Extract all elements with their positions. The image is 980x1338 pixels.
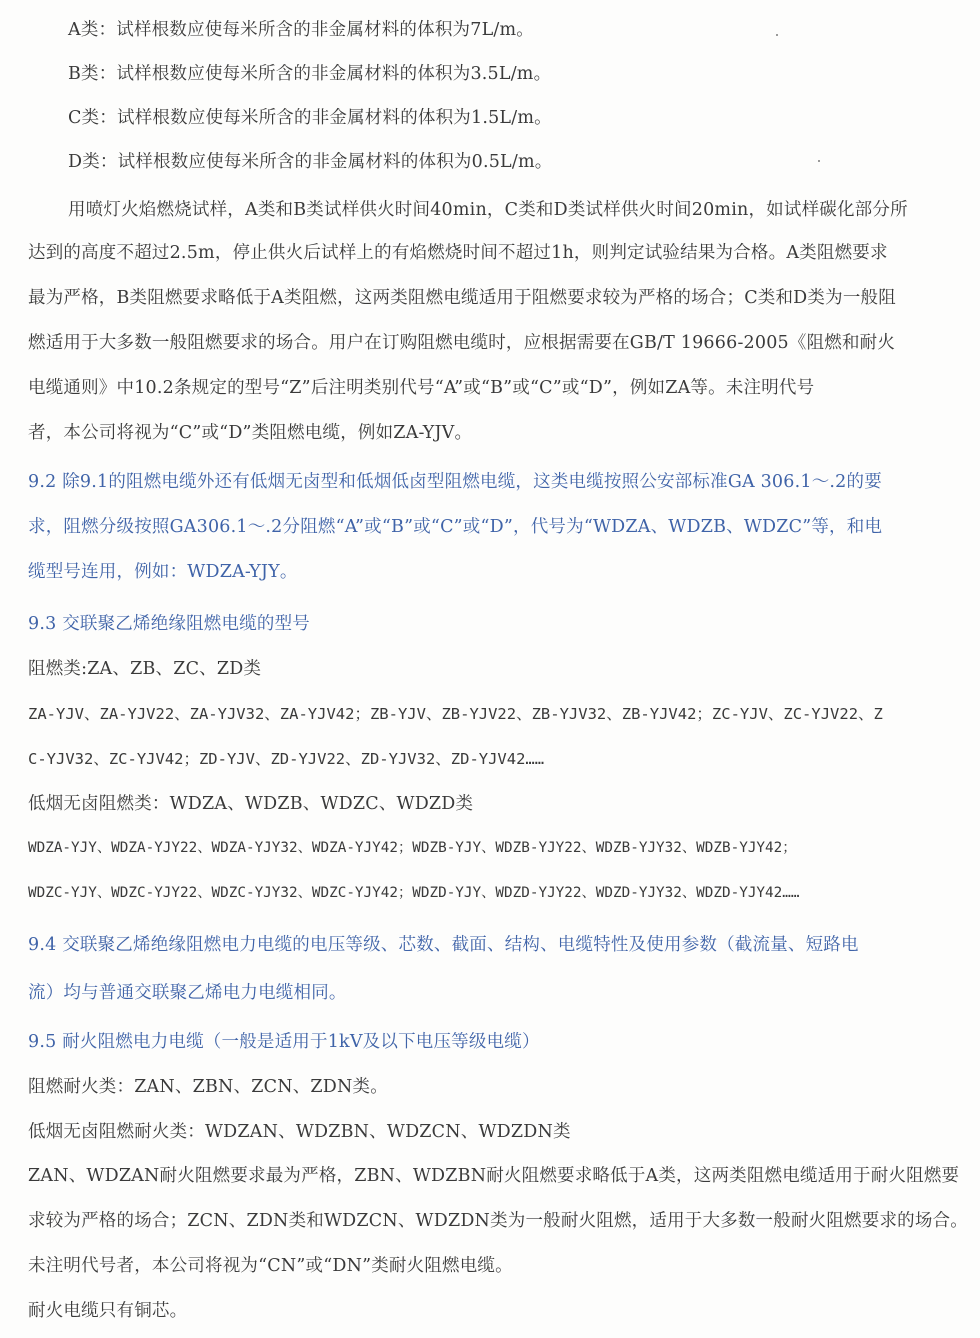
para1-line: 燃适用于大多数一般阻燃要求的场合。用户在订购阻燃电缆时，应根据需要在GB/T 19666-2005《阻燃和耐火 (28, 333, 896, 353)
class-b-line: B类：试样根数应使每米所含的非金属材料的体积为3.5L/m。 (68, 64, 552, 84)
section-9-5-line: 求较为严格的场合；ZCN、ZDN类和WDZCN、WDZDN类为一般耐火阻燃，适用于大多数一般耐火阻燃要求的场合。 (28, 1211, 968, 1231)
para1-line: 用喷灯火焰燃烧试样，A类和B类试样供火时间40min，C类和D类试样供火时间20min，如试样碳化部分所 (68, 200, 908, 220)
section-9-5-line: ZAN、WDZAN耐火阻燃要求最为严格，ZBN、WDZBN耐火阻燃要求略低于A类，这两类阻燃电缆适用于耐火阻燃要 (28, 1166, 960, 1186)
scan-speck (818, 160, 820, 162)
wd-model-line: WDZA-YJY、WDZA-YJY22、WDZA-YJY32、WDZA-YJY42；WDZB-YJY、WDZB-YJY22、WDZB-YJY32、WDZB-YJY42； (28, 840, 797, 856)
wd-class-label: 低烟无卤阻燃类：WDZA、WDZB、WDZC、WDZD类 (28, 794, 474, 814)
para1-line: 电缆通则》中10.2条规定的型号“Z”后注明类别代号“A”或“B”或“C”或“D”，例如ZA等。未注明代号 (28, 378, 815, 398)
zr-model-line: C-YJV32、ZC-YJV42；ZD-YJV、ZD-YJV22、ZD-YJV32、ZD-YJV42…… (28, 750, 545, 768)
class-d-line: D类：试样根数应使每米所含的非金属材料的体积为0.5L/m。 (68, 152, 553, 172)
scan-speck (776, 34, 778, 36)
class-c-line: C类：试样根数应使每米所含的非金属材料的体积为1.5L/m。 (68, 108, 552, 128)
section-9-2-line: 缆型号连用，例如：WDZA-YJY。 (28, 562, 298, 582)
zr-class-label: 阻燃类:ZA、ZB、ZC、ZD类 (28, 659, 262, 679)
section-9-4-line: 流）均与普通交联聚乙烯电力电缆相同。 (28, 983, 347, 1003)
section-9-5-line: 阻燃耐火类：ZAN、ZBN、ZCN、ZDN类。 (28, 1077, 388, 1097)
section-9-4-line: 9.4 交联聚乙烯绝缘阻燃电力电缆的电压等级、芯数、截面、结构、电缆特性及使用参数（截流量、短路电 (28, 935, 859, 955)
section-9-2-line: 9.2 除9.1的阻燃电缆外还有低烟无卤型和低烟低卤型阻燃电缆，这类电缆按照公安部标准GA 306.1～.2的要 (28, 472, 882, 492)
section-9-5-line: 未注明代号者，本公司将视为“CN”或“DN”类耐火阻燃电缆。 (28, 1256, 513, 1276)
section-9-3-title: 9.3 交联聚乙烯绝缘阻燃电缆的型号 (28, 614, 310, 634)
class-a-line: A类：试样根数应使每米所含的非金属材料的体积为7L/m。 (68, 20, 534, 40)
section-9-5-line: 耐火电缆只有铜芯。 (28, 1301, 188, 1321)
section-9-5-title: 9.5 耐火阻燃电力电缆（一般是适用于1kV及以下电压等级电缆） (28, 1032, 540, 1052)
section-9-5-line: 低烟无卤阻燃耐火类：WDZAN、WDZBN、WDZCN、WDZDN类 (28, 1122, 571, 1142)
zr-model-line: ZA-YJV、ZA-YJV22、ZA-YJV32、ZA-YJV42；ZB-YJV、ZB-YJV22、ZB-YJV32、ZB-YJV42；ZC-YJV、ZC-YJV22、Z (28, 705, 883, 723)
wd-model-line: WDZC-YJY、WDZC-YJY22、WDZC-YJY32、WDZC-YJY42；WDZD-YJY、WDZD-YJY22、WDZD-YJY32、WDZD-YJY42…… (28, 885, 800, 901)
para1-line: 达到的高度不超过2.5m，停止供火后试样上的有焰燃烧时间不超过1h，则判定试验结果为合格。A类阻燃要求 (28, 243, 888, 263)
para1-line: 最为严格，B类阻燃要求略低于A类阻燃，这两类阻燃电缆适用于阻燃要求较为严格的场合；C类和D类为一般阻 (28, 288, 896, 308)
section-9-2-line: 求，阻燃分级按照GA306.1～.2分阻燃“A”或“B”或“C”或“D”，代号为“WDZA、WDZB、WDZC”等，和电 (28, 517, 883, 537)
para1-line: 者，本公司将视为“C”或“D”类阻燃电缆，例如ZA-YJV。 (28, 423, 473, 443)
